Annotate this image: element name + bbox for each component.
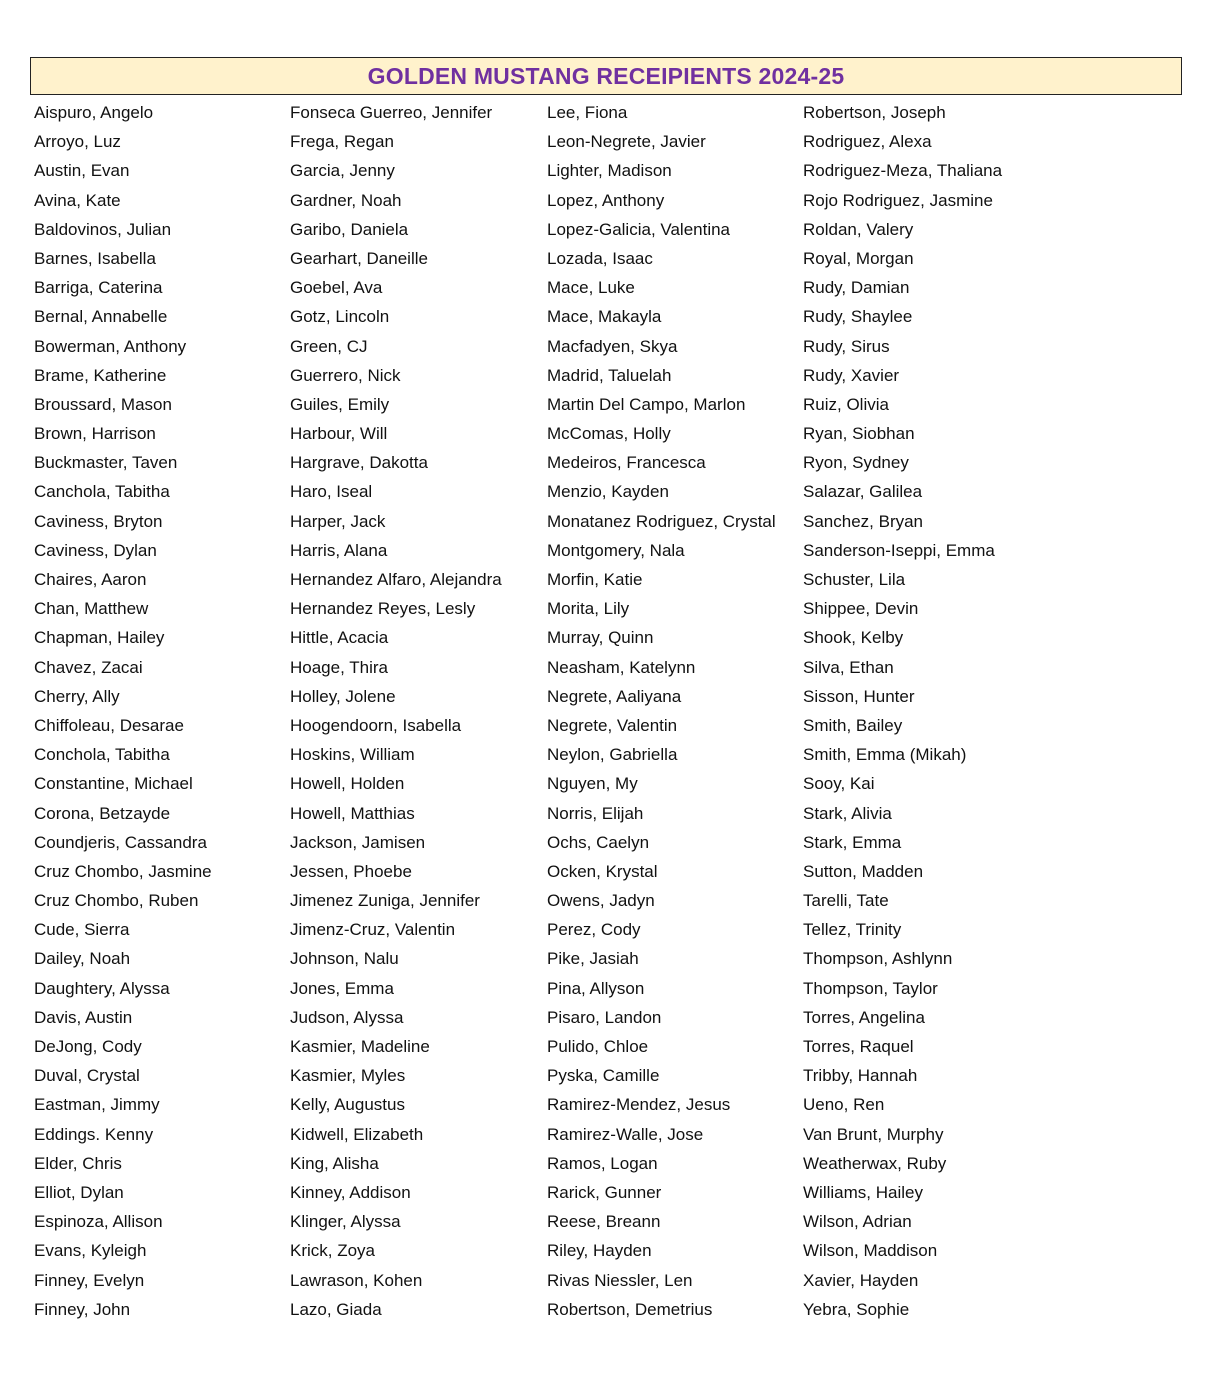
recipient-name: Garcia, Jenny xyxy=(290,161,395,181)
recipient-name: Leon-Negrete, Javier xyxy=(547,132,706,152)
recipient-name: Green, CJ xyxy=(290,336,368,356)
recipient-name: Brame, Katherine xyxy=(34,365,167,385)
recipient-name: Royal, Morgan xyxy=(803,248,914,268)
recipient-name: Fonseca Guerreo, Jennifer xyxy=(290,103,493,122)
recipient-name: Hargrave, Dakotta xyxy=(290,453,428,473)
recipient-name: Ruiz, Olivia xyxy=(803,394,889,414)
recipient-name: Caviness, Dylan xyxy=(34,540,157,560)
recipient-name: Rarick, Gunner xyxy=(547,1182,662,1202)
recipient-name: Harbour, Will xyxy=(290,424,388,444)
page-title: GOLDEN MUSTANG RECEIPIENTS 2024-25 xyxy=(367,62,845,89)
recipient-name: Ramirez-Mendez, Jesus xyxy=(547,1095,731,1115)
recipient-name: Constantine, Michael xyxy=(34,774,193,794)
recipient-name: Ryan, Siobhan xyxy=(803,424,915,444)
recipient-name: Eddings. Kenny xyxy=(34,1124,154,1144)
recipient-name: Nguyen, My xyxy=(547,774,638,794)
recipient-name: Medeiros, Francesca xyxy=(547,453,706,473)
recipient-name: Kinney, Addison xyxy=(290,1182,411,1202)
recipient-name: Rodriguez-Meza, Thaliana xyxy=(803,161,1003,181)
recipient-name: Smith, Bailey xyxy=(803,715,903,735)
recipient-name: Cruz Chombo, Ruben xyxy=(34,891,199,911)
recipient-name: Rojo Rodriguez, Jasmine xyxy=(803,190,993,210)
recipient-name: Kidwell, Elizabeth xyxy=(290,1124,424,1144)
recipient-name: Krick, Zoya xyxy=(290,1241,376,1261)
recipient-name: Rudy, Xavier xyxy=(803,365,900,385)
recipient-name: Bowerman, Anthony xyxy=(34,336,187,356)
recipient-name: Finney, Evelyn xyxy=(34,1270,145,1290)
recipient-name: Eastman, Jimmy xyxy=(34,1095,160,1115)
recipient-name: Harris, Alana xyxy=(290,540,388,560)
recipient-name: Smith, Emma (Mikah) xyxy=(803,745,967,765)
recipient-name: Conchola, Tabitha xyxy=(34,745,170,765)
recipient-name: Kelly, Augustus xyxy=(290,1095,405,1115)
recipient-name: Gardner, Noah xyxy=(290,190,402,210)
recipient-name: Neasham, Katelynn xyxy=(547,657,696,677)
names-column-4 xyxy=(803,98,1103,1324)
recipient-name: DeJong, Cody xyxy=(34,1037,142,1056)
recipient-name: Johnson, Nalu xyxy=(290,949,399,969)
recipient-name: Goebel, Ava xyxy=(290,278,383,298)
recipient-name: Buckmaster, Taven xyxy=(34,453,178,473)
recipient-name: Judson, Alyssa xyxy=(290,1007,404,1027)
recipient-name: Wilson, Maddison xyxy=(803,1241,938,1261)
recipient-name: Macfadyen, Skya xyxy=(547,336,678,356)
recipient-name: Pisaro, Landon xyxy=(547,1007,662,1027)
recipient-name: Lazo, Giada xyxy=(290,1299,382,1319)
recipient-name: Ocken, Krystal xyxy=(547,861,658,881)
recipient-name: Jones, Emma xyxy=(290,978,394,998)
recipient-name: Elliot, Dylan xyxy=(34,1182,124,1202)
recipient-name: Jessen, Phoebe xyxy=(290,861,412,881)
recipient-name: Gotz, Lincoln xyxy=(290,307,390,327)
recipient-name: Salazar, Galilea xyxy=(803,482,923,502)
recipient-name: Davis, Austin xyxy=(34,1007,133,1027)
recipient-name: Rudy, Damian xyxy=(803,278,910,298)
recipient-name: Thompson, Ashlynn xyxy=(803,949,953,969)
recipient-name: Mace, Luke xyxy=(547,278,635,298)
recipient-name: Pina, Allyson xyxy=(547,978,645,998)
recipient-name: Barriga, Caterina xyxy=(34,278,163,298)
recipient-name: Cude, Sierra xyxy=(34,920,130,940)
recipient-name: Haro, Iseal xyxy=(290,482,373,502)
recipient-name: Reese, Breann xyxy=(547,1212,661,1232)
recipient-name: Sanderson-Iseppi, Emma xyxy=(803,540,995,560)
recipient-name: Hoage, Thira xyxy=(290,657,388,677)
recipient-name: Stark, Emma xyxy=(803,832,902,852)
recipient-name: Baldovinos, Julian xyxy=(34,219,172,239)
recipient-name: Chaires, Aaron xyxy=(34,570,147,589)
names-column-1 xyxy=(34,98,290,1324)
recipient-name: Torres, Raquel xyxy=(803,1037,914,1056)
recipient-name: Ramirez-Walle, Jose xyxy=(547,1124,704,1144)
recipient-name: Montgomery, Nala xyxy=(547,540,685,560)
recipient-name: Howell, Matthias xyxy=(290,803,415,823)
recipient-name: Klinger, Alyssa xyxy=(290,1212,401,1232)
recipient-name: Guiles, Emily xyxy=(290,394,390,414)
recipient-name: Lawrason, Kohen xyxy=(290,1270,423,1290)
recipient-name: Tellez, Trinity xyxy=(803,920,902,940)
recipient-name: Arroyo, Luz xyxy=(34,132,121,152)
names-column-2 xyxy=(290,98,547,1324)
recipient-name: Tribby, Hannah xyxy=(803,1066,918,1086)
recipient-name: Frega, Regan xyxy=(290,132,394,152)
recipient-name: Gearhart, Daneille xyxy=(290,248,428,268)
recipient-name: Broussard, Mason xyxy=(34,394,172,414)
recipient-name: Guerrero, Nick xyxy=(290,365,401,385)
recipient-name: Torres, Angelina xyxy=(803,1007,925,1027)
recipient-name: Garibo, Daniela xyxy=(290,219,409,239)
recipient-name: Hernandez Alfaro, Alejandra xyxy=(290,570,502,589)
recipient-name: Lopez, Anthony xyxy=(547,190,665,210)
recipient-name: Duval, Crystal xyxy=(34,1066,140,1086)
recipient-name: Morfin, Katie xyxy=(547,570,643,589)
recipient-name: Jimenez Zuniga, Jennifer xyxy=(290,891,480,911)
recipient-name: Sisson, Hunter xyxy=(803,686,915,706)
recipient-name: Chavez, Zacai xyxy=(34,657,143,677)
recipient-name: Rodriguez, Alexa xyxy=(803,132,932,152)
names-column-3 xyxy=(547,98,803,1324)
title-banner xyxy=(30,57,1182,95)
recipient-name: Shook, Kelby xyxy=(803,628,904,648)
recipient-name: Canchola, Tabitha xyxy=(34,482,170,502)
recipient-name: Hittle, Acacia xyxy=(290,628,389,648)
recipient-name: Coundjeris, Cassandra xyxy=(34,832,207,852)
recipient-name: Sutton, Madden xyxy=(803,861,924,881)
recipient-name: Chapman, Hailey xyxy=(34,628,165,648)
recipient-name: Dailey, Noah xyxy=(34,949,131,969)
recipient-name: Lopez-Galicia, Valentina xyxy=(547,219,731,239)
recipient-name: Sooy, Kai xyxy=(803,774,875,794)
recipient-name: Yebra, Sophie xyxy=(803,1299,910,1319)
recipient-name: Pulido, Chloe xyxy=(547,1037,649,1056)
recipient-name: Harper, Jack xyxy=(290,511,386,531)
recipient-name: Negrete, Valentin xyxy=(547,715,678,735)
recipient-name: Jackson, Jamisen xyxy=(290,832,426,852)
recipient-name: Xavier, Hayden xyxy=(803,1270,919,1290)
recipient-name: Weatherwax, Ruby xyxy=(803,1153,947,1173)
recipient-name: Howell, Holden xyxy=(290,774,405,794)
recipient-name: Ramos, Logan xyxy=(547,1153,658,1173)
recipient-name: Negrete, Aaliyana xyxy=(547,686,682,706)
recipient-name: Kasmier, Madeline xyxy=(290,1037,430,1056)
recipient-name: Lozada, Isaac xyxy=(547,248,653,268)
recipient-name: McComas, Holly xyxy=(547,424,671,444)
recipient-name: Barnes, Isabella xyxy=(34,248,156,268)
recipient-name: Hoskins, William xyxy=(290,745,415,765)
recipient-name: Kasmier, Myles xyxy=(290,1066,406,1086)
recipient-name: Menzio, Kayden xyxy=(547,482,669,502)
recipient-name: Williams, Hailey xyxy=(803,1182,923,1202)
recipient-name: Martin Del Campo, Marlon xyxy=(547,394,746,414)
recipient-name: Rivas Niessler, Len xyxy=(547,1270,693,1290)
recipient-name: Ochs, Caelyn xyxy=(547,832,650,852)
recipient-name: Cherry, Ally xyxy=(34,686,120,706)
recipient-name: Chiffoleau, Desarae xyxy=(34,715,184,735)
recipient-name: Espinoza, Allison xyxy=(34,1212,163,1232)
recipient-name: Mace, Makayla xyxy=(547,307,662,327)
recipient-name: Aispuro, Angelo xyxy=(34,103,154,122)
recipient-name: Chan, Matthew xyxy=(34,599,149,619)
recipient-name: Norris, Elijah xyxy=(547,803,644,823)
recipient-name: Van Brunt, Murphy xyxy=(803,1124,944,1144)
recipient-name: Hernandez Reyes, Lesly xyxy=(290,599,476,619)
recipient-name: Lee, Fiona xyxy=(547,103,628,122)
recipient-name: Roldan, Valery xyxy=(803,219,914,239)
recipient-name: Finney, John xyxy=(34,1299,131,1319)
recipient-name: Pyska, Camille xyxy=(547,1066,660,1086)
recipient-name: Holley, Jolene xyxy=(290,686,396,706)
recipient-name: Tarelli, Tate xyxy=(803,891,889,911)
recipient-name: Robertson, Demetrius xyxy=(547,1299,713,1319)
recipient-name: Brown, Harrison xyxy=(34,424,156,444)
recipient-name: Austin, Evan xyxy=(34,161,130,181)
recipient-name: Perez, Cody xyxy=(547,920,641,940)
recipient-name: Murray, Quinn xyxy=(547,628,654,648)
recipient-name: Thompson, Taylor xyxy=(803,978,938,998)
recipient-name: Neylon, Gabriella xyxy=(547,745,678,765)
recipient-name: Corona, Betzayde xyxy=(34,803,171,823)
recipient-name: King, Alisha xyxy=(290,1153,379,1173)
recipient-name: Stark, Alivia xyxy=(803,803,892,823)
recipient-name: Avina, Kate xyxy=(34,190,121,210)
recipient-name: Wilson, Adrian xyxy=(803,1212,912,1232)
recipient-name: Sanchez, Bryan xyxy=(803,511,924,531)
recipient-name: Elder, Chris xyxy=(34,1153,122,1173)
recipient-name: Rudy, Shaylee xyxy=(803,307,913,327)
recipient-name: Morita, Lily xyxy=(547,599,630,619)
recipient-name: Silva, Ethan xyxy=(803,657,894,677)
recipient-name: Jimenz-Cruz, Valentin xyxy=(290,920,456,940)
recipient-name: Rudy, Sirus xyxy=(803,336,890,356)
recipient-name: Owens, Jadyn xyxy=(547,891,655,911)
recipient-name: Lighter, Madison xyxy=(547,161,672,181)
recipient-name: Monatanez Rodriguez, Crystal xyxy=(547,511,776,531)
recipient-name: Robertson, Joseph xyxy=(803,103,946,122)
recipient-name: Madrid, Taluelah xyxy=(547,365,672,385)
recipient-name: Shippee, Devin xyxy=(803,599,919,619)
recipient-name: Ueno, Ren xyxy=(803,1095,885,1115)
names-grid xyxy=(34,98,1184,1324)
recipient-name: Bernal, Annabelle xyxy=(34,307,168,327)
recipient-name: Schuster, Lila xyxy=(803,570,906,589)
recipient-name: Evans, Kyleigh xyxy=(34,1241,147,1261)
recipient-name: Daughtery, Alyssa xyxy=(34,978,170,998)
recipient-name: Pike, Jasiah xyxy=(547,949,639,969)
recipient-name: Cruz Chombo, Jasmine xyxy=(34,861,212,881)
recipient-name: Ryon, Sydney xyxy=(803,453,909,473)
recipient-name: Riley, Hayden xyxy=(547,1241,652,1261)
recipient-name: Caviness, Bryton xyxy=(34,511,163,531)
recipient-name: Hoogendoorn, Isabella xyxy=(290,715,462,735)
